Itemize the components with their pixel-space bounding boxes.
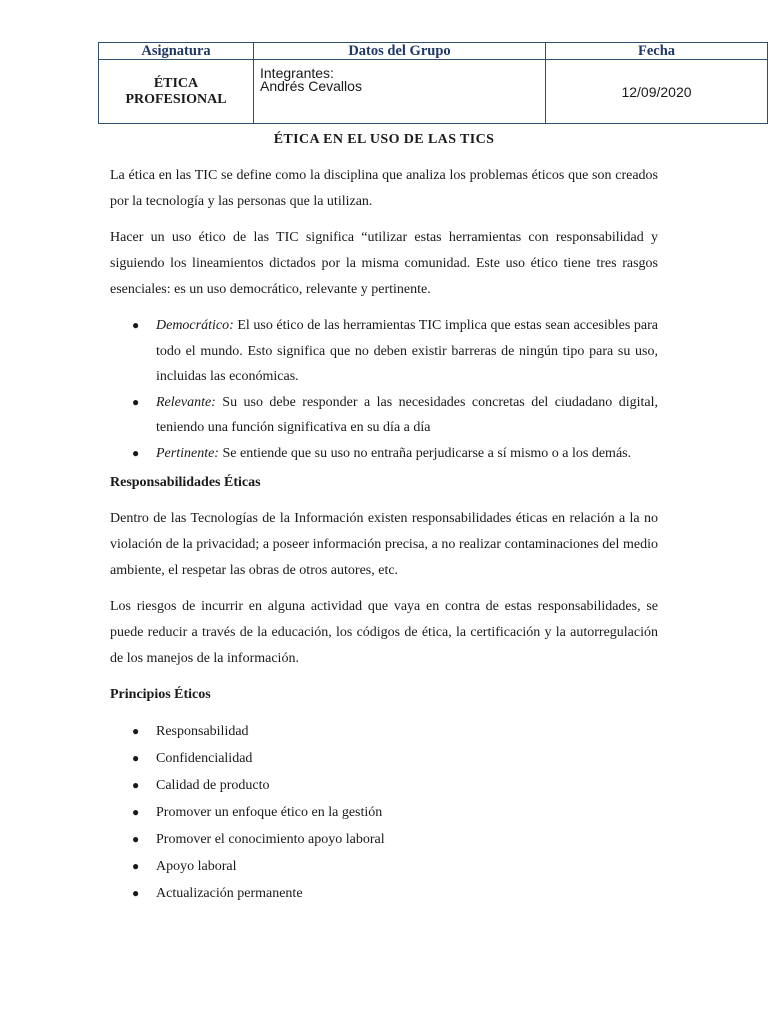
bullet-icon: ●	[132, 778, 140, 792]
trait-text: El uso ético de las herramientas TIC implica que estas sean accesibles para todo el mundo. Esto significa que no deben existir barreras de ningún tipo para su uso, incluidas las económicas.	[156, 318, 658, 384]
list-item	[110, 718, 658, 745]
bullet-icon: ●	[132, 886, 140, 900]
bullet-icon: ●	[132, 724, 140, 738]
principle-label: Promover un enfoque ético en la gestión	[156, 805, 383, 820]
list-item	[110, 745, 658, 772]
document-title: ÉTICA EN EL USO DE LAS TICS	[273, 132, 495, 147]
principle-label: Responsabilidad	[156, 724, 249, 739]
principle-label: Confidencialidad	[156, 751, 253, 766]
trait-text: Su uso debe responder a las necesidades concretas del ciudadano digital, teniendo una función significativa en su día a día	[156, 394, 658, 435]
header-subject-label: Asignatura	[99, 43, 254, 60]
list-item	[110, 313, 658, 390]
list-item	[110, 799, 658, 826]
group-label: Integrantes:	[260, 65, 334, 81]
principle-label: Apoyo laboral	[156, 859, 237, 874]
list-item	[110, 880, 658, 907]
paragraph-ethical-use: Hacer un uso ético de las TIC significa “utilizar estas herramientas con responsabilidad y siguiendo los lineamientos dictados por la misma comunidad. Este uso ético tiene tres rasgos esenciales: es un uso democrático, relevante y pertinente.	[110, 230, 658, 297]
bullet-icon: ●	[132, 394, 140, 409]
traits-list	[110, 313, 658, 466]
principles-list	[110, 718, 658, 907]
bullet-icon: ●	[132, 859, 140, 873]
trait-term: Democrático:	[156, 318, 234, 333]
paragraph-risks: Los riesgos de incurrir en alguna actividad que vaya en contra de estas responsabilidades, se puede reducir a través de la educación, los códigos de ética, la certificación y la autorregulación de los manejos de la información.	[110, 599, 658, 666]
principle-label: Actualización permanente	[156, 886, 303, 901]
paragraph-responsibilities: Dentro de las Tecnologías de la Información existen responsabilidades éticas en relación a la no violación de la privacidad; a poseer información precisa, a no realizar contaminaciones del medio ambiente, el respetar las obras de otros autores, etc.	[110, 511, 658, 578]
date-cell: 12/09/2020	[546, 60, 768, 124]
subject-cell	[99, 60, 254, 124]
section-heading-responsibilities: Responsabilidades Éticas	[110, 475, 261, 490]
list-item	[110, 853, 658, 880]
header-date-label: Fecha	[546, 43, 768, 60]
group-cell	[254, 60, 546, 124]
subject-line-1: ÉTICA	[153, 75, 199, 91]
bullet-icon: ●	[132, 445, 140, 460]
bullet-icon: ●	[132, 318, 140, 332]
group-member: Andrés Cevallos	[260, 78, 362, 94]
trait-term: Pertinente:	[156, 445, 219, 461]
paragraph-definition: La ética en las TIC se define como la disciplina que analiza los problemas éticos que son creados por la tecnología y las personas que la utilizan.	[110, 168, 658, 209]
principle-label: Calidad de producto	[156, 778, 270, 793]
list-item	[110, 772, 658, 799]
section-heading-principles: Principios Éticos	[110, 687, 211, 702]
list-item	[110, 826, 658, 853]
header-table	[98, 42, 768, 124]
subject-line-2: PROFESIONAL	[125, 91, 227, 107]
bullet-icon: ●	[132, 805, 140, 819]
bullet-icon: ●	[132, 832, 140, 846]
list-item	[110, 441, 658, 467]
header-group-label: Datos del Grupo	[254, 43, 546, 60]
list-item	[110, 390, 658, 441]
document-body	[110, 130, 658, 907]
trait-text: Se entiende que su uso no entraña perjudicarse a sí mismo o a los demás.	[218, 445, 632, 461]
bullet-icon: ●	[132, 751, 140, 765]
principle-label: Promover el conocimiento apoyo laboral	[156, 832, 385, 847]
trait-term: Relevante:	[156, 394, 216, 410]
